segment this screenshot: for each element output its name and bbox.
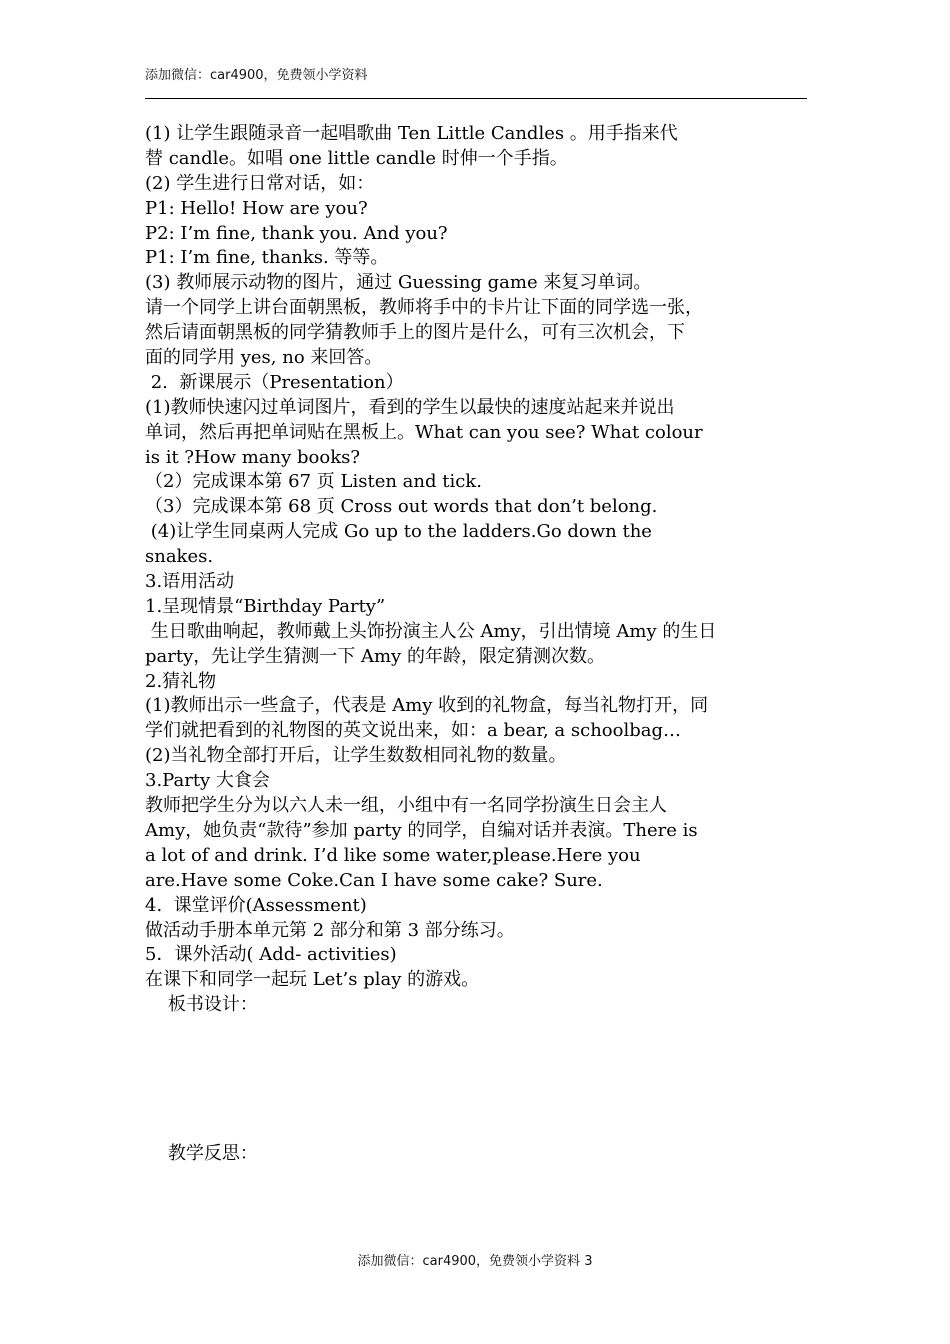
page-footer: 添加微信：car4900，免费领小学资料 3 (357, 1254, 593, 1269)
section-heading: 2. 新课展示（Presentation） (145, 371, 404, 393)
document-body (145, 122, 820, 1167)
page-header: 添加微信：car4900，免费领小学资料 (145, 68, 368, 83)
text-line: 教师把学生分为以六人未一组，小组中有一名同学扮演生日会主人 (145, 795, 667, 817)
teaching-reflection-label: 教学反思： (145, 1143, 258, 1165)
text-line: P1: Hello! How are you? (145, 197, 368, 219)
section-heading: 3.语用活动 (145, 571, 235, 593)
header-divider (145, 98, 807, 99)
text-line: party，先让学生猜测一下 Amy 的年龄，限定猜测次数。 (145, 645, 605, 667)
text-line: are.Have some Coke.Can I have some cake? Sure. (145, 869, 603, 891)
text-line: （2）完成课本第 67 页 Listen and tick. (145, 471, 482, 493)
text-line: 然后请面朝黑板的同学猜教师手上的图片是什么，可有三次机会，下 (145, 322, 685, 344)
text-line: （3）完成课本第 68 页 Cross out words that don’t belong. (145, 496, 658, 518)
text-line: Amy，她负责“款待”参加 party 的同学，自编对话并表演。There is (145, 819, 698, 841)
text-line: 3.Party 大食会 (145, 770, 270, 792)
text-line: 2.猜礼物 (145, 670, 217, 692)
text-line: 做活动手册本单元第 2 部分和第 3 部分练习。 (145, 919, 515, 941)
text-line: is it ?How many books? (145, 446, 361, 468)
text-line: (1) 让学生跟随录音一起唱歌曲 Ten Little Candles 。用手指来代 (145, 123, 678, 144)
section-heading: 4. 课堂评价(Assessment) (145, 894, 367, 916)
text-line: (2) 学生进行日常对话，如： (145, 172, 375, 194)
text-line: P1: I’m fine, thanks. 等等。 (145, 247, 389, 269)
board-design-space (145, 1018, 820, 1142)
text-line: 学们就把看到的礼物图的英文说出来，如：a bear, a schoolbag… (145, 720, 681, 742)
text-line: 在课下和同学一起玩 Let’s play 的游戏。 (145, 969, 480, 991)
text-line: 请一个同学上讲台面朝黑板，教师将手中的卡片让下面的同学选一张， (145, 297, 703, 319)
text-line: (4)让学生同桌两人完成 Go up to the ladders.Go down the (145, 521, 652, 543)
text-line: (2)当礼物全部打开后，让学生数数相同礼物的数量。 (145, 745, 567, 767)
board-design-label: 板书设计： (145, 994, 258, 1016)
text-line: a lot of and drink. I’d like some water,please.Here you (145, 844, 641, 866)
text-line: 面的同学用 yes, no 来回答。 (145, 347, 383, 369)
text-line: 替 candle。如唱 one little candle 时伸一个手指。 (145, 147, 568, 169)
text-line: (1)教师出示一些盒子，代表是 Amy 收到的礼物盒，每当礼物打开，同 (145, 695, 709, 717)
text-line: (1)教师快速闪过单词图片，看到的学生以最快的速度站起来并说出 (145, 396, 675, 418)
text-line: (3) 教师展示动物的图片，通过 Guessing game 来复习单词。 (145, 272, 652, 294)
text-line: 1.呈现情景“Birthday Party” (145, 595, 386, 617)
text-line: 生日歌曲响起，教师戴上头饰扮演主人公 Amy，引出情境 Amy 的生日 (145, 620, 717, 642)
section-heading: 5．课外活动( Add- activities) (145, 944, 397, 966)
text-line: snakes. (145, 546, 214, 568)
text-line: P2: I’m fine, thank you. And you? (145, 222, 448, 244)
text-line: 单词，然后再把单词贴在黑板上。What can you see? What colour (145, 421, 703, 443)
